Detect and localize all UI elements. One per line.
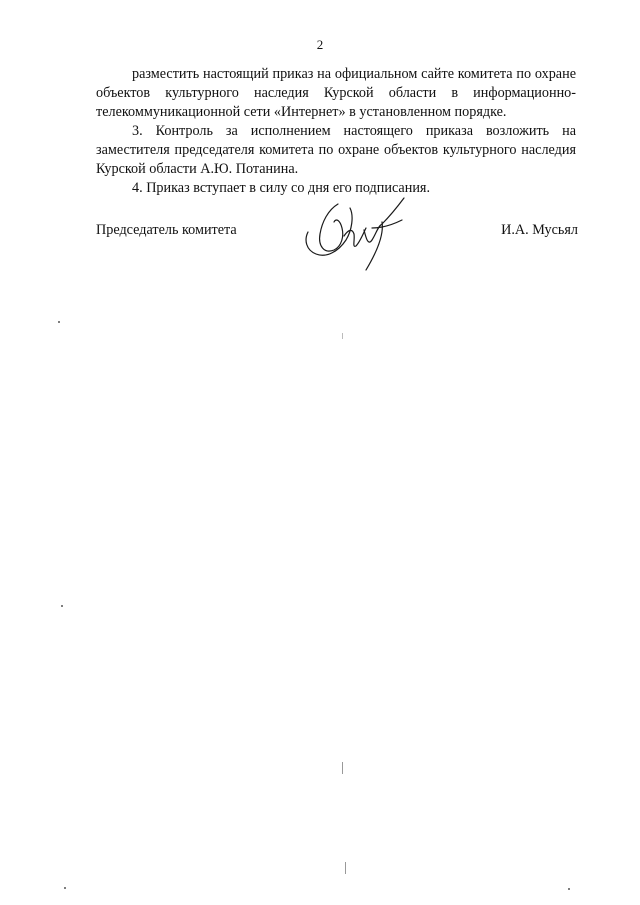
signatory-title: Председатель комитета <box>96 222 237 238</box>
paragraph-control: 3. Контроль за исполнением настоящего приказа возложить на заместителя председателя комитета по охране объектов культурного наследия Курской области А.Ю. Потанина. <box>96 123 576 177</box>
scan-speck <box>61 605 63 607</box>
scan-speck <box>64 887 66 889</box>
signature-icon <box>298 192 418 274</box>
document-body <box>96 65 576 198</box>
paragraph-effective: 4. Приказ вступает в силу со дня его подписания. <box>132 180 430 196</box>
scan-speck <box>58 321 60 323</box>
scan-speck <box>342 333 343 339</box>
paragraph-publication: разместить настоящий приказ на официальном сайте комитета по охране объектов культурного наследия Курской области в информационно-телекоммуникационной сети «Интернет» в установленном порядке. <box>96 66 576 120</box>
scan-speck <box>568 888 570 890</box>
scan-speck <box>342 762 343 774</box>
page-number: 2 <box>316 37 324 52</box>
signatory-name: И.А. Мусьял <box>501 222 578 238</box>
scan-speck <box>345 862 346 874</box>
